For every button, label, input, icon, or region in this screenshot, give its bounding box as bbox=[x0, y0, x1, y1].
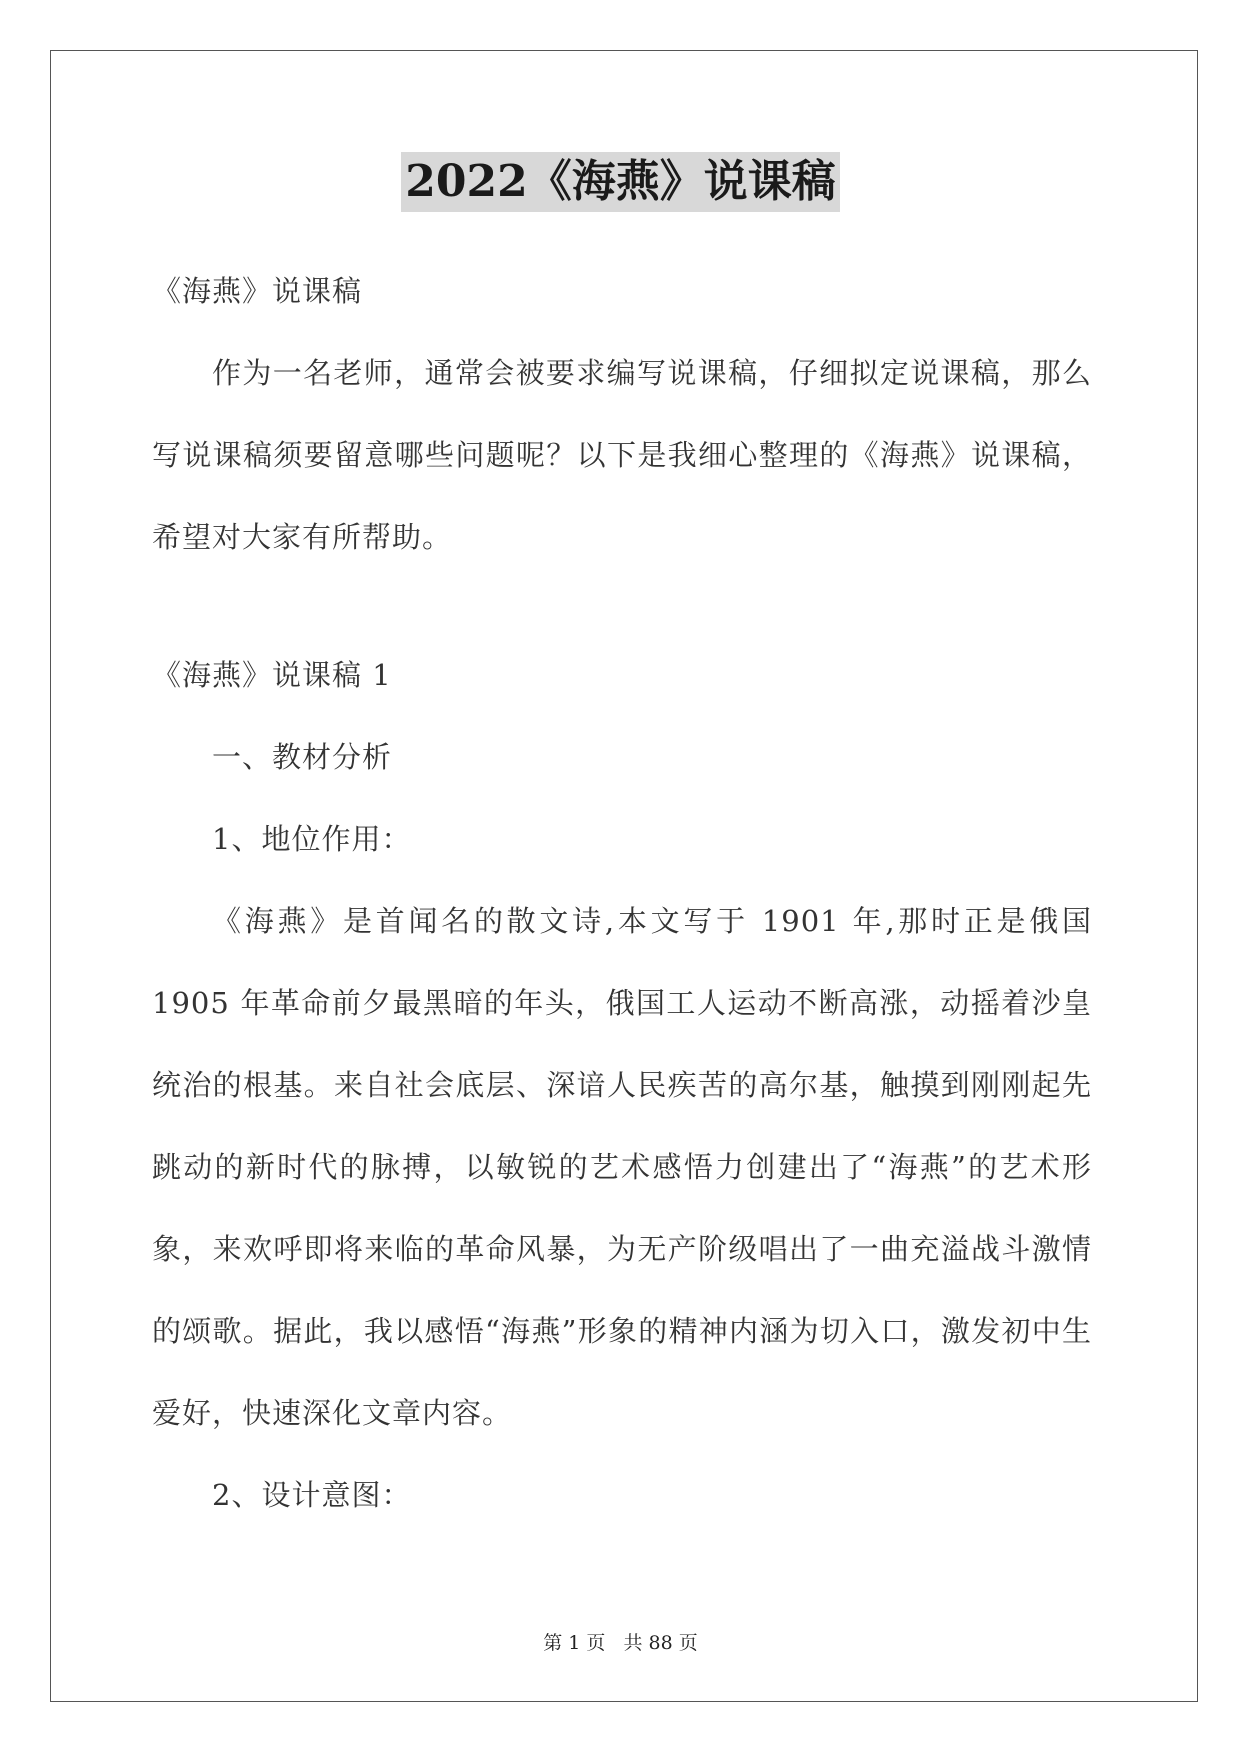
page-footer bbox=[0, 1628, 1241, 1655]
body-paragraph: 《海燕》是首闻名的散文诗,本文写于 1901 年,那时正是俄国 1905 年革命前夕最黑暗的年头，俄国工人运动不断高涨，动摇着沙皇统治的根基。来自社会底层、深谙人民疾苦的高尔基，触摸到刚刚起先跳动的新时代的脉搏，以敏锐的艺术感悟力创建出了“海燕”的艺术形象，来欢呼即将来临的革命风暴，为无产阶级唱出了一曲充溢战斗激情的颂歌。据此，我以感悟“海燕”形象的精神内涵为切入口，激发初中生爱好，快速深化文章内容。 bbox=[152, 904, 1092, 1430]
page-number: 第 1 页 bbox=[543, 1632, 606, 1654]
heading-design-intent: 2、设计意图： bbox=[212, 1478, 412, 1512]
title-container bbox=[0, 152, 1241, 212]
heading-position-role: 1、地位作用： bbox=[212, 822, 412, 856]
subtitle: 《海燕》说课稿 bbox=[152, 274, 363, 308]
spacer bbox=[152, 578, 1092, 634]
page-total: 共 88 页 bbox=[623, 1632, 698, 1654]
intro-paragraph: 作为一名老师，通常会被要求编写说课稿，仔细拟定说课稿，那么写说课稿须要留意哪些问题呢？以下是我细心整理的《海燕》说课稿，希望对大家有所帮助。 bbox=[152, 356, 1092, 554]
document-body bbox=[152, 250, 1092, 1536]
heading-teaching-analysis: 一、教材分析 bbox=[212, 740, 393, 774]
document-title: 2022《海燕》说课稿 bbox=[401, 152, 839, 212]
section-title: 《海燕》说课稿 1 bbox=[152, 658, 392, 692]
